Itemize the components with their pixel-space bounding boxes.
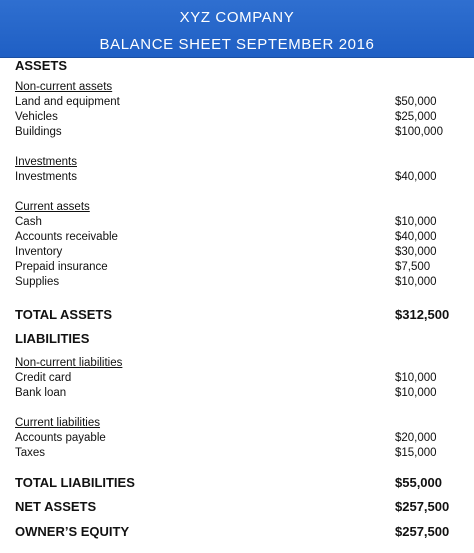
current-liabilities-heading: Current liabilities <box>15 417 101 429</box>
net-assets-label: NET ASSETS <box>15 499 97 514</box>
line-item-label: Prepaid insurance <box>15 261 108 273</box>
non-current-liabilities-heading: Non-current liabilities <box>15 357 123 369</box>
line-item-label: Cash <box>15 216 42 228</box>
line-item <box>15 96 460 112</box>
line-item-value: $10,000 <box>395 216 437 228</box>
total-assets-label: TOTAL ASSETS <box>15 307 113 322</box>
line-item-label: Vehicles <box>15 111 58 123</box>
line-item <box>15 246 460 262</box>
total-liabilities-value: $55,000 <box>395 475 442 490</box>
line-item-value: $25,000 <box>395 111 437 123</box>
line-item <box>15 126 460 142</box>
header-band <box>0 0 474 58</box>
investments-heading: Investments <box>15 156 77 168</box>
line-item-value: $50,000 <box>395 96 437 108</box>
line-item-value: $40,000 <box>395 231 437 243</box>
line-item-value: $20,000 <box>395 432 437 444</box>
sheet-title: BALANCE SHEET SEPTEMBER 2016 <box>99 36 375 53</box>
line-item <box>15 432 460 448</box>
line-item-value: $40,000 <box>395 171 437 183</box>
line-item-label: Buildings <box>15 126 62 138</box>
non-current-assets-heading: Non-current assets <box>15 81 113 93</box>
line-item <box>15 171 460 187</box>
line-item-label: Accounts payable <box>15 432 106 444</box>
total-assets-row <box>15 307 460 325</box>
line-item-label: Taxes <box>15 447 46 459</box>
line-item-label: Supplies <box>15 276 60 288</box>
line-item-label: Credit card <box>15 372 72 384</box>
line-item-value: $7,500 <box>395 261 431 273</box>
line-item <box>15 111 460 127</box>
line-item-label: Accounts receivable <box>15 231 118 243</box>
current-assets-heading: Current assets <box>15 201 90 213</box>
total-liabilities-row <box>15 475 460 493</box>
line-item-label: Inventory <box>15 246 63 258</box>
owners-equity-row <box>15 524 460 542</box>
line-item <box>15 387 460 403</box>
liabilities-heading: LIABILITIES <box>15 331 90 346</box>
line-item-value: $10,000 <box>395 372 437 384</box>
line-item-value: $100,000 <box>395 126 443 138</box>
net-assets-row <box>15 499 460 517</box>
owners-equity-label: OWNER’S EQUITY <box>15 524 130 539</box>
line-item-label: Land and equipment <box>15 96 120 108</box>
owners-equity-value: $257,500 <box>395 524 450 539</box>
total-assets-value: $312,500 <box>395 307 450 322</box>
net-assets-value: $257,500 <box>395 499 450 514</box>
company-name: XYZ COMPANY <box>179 9 295 26</box>
total-liabilities-label: TOTAL LIABILITIES <box>15 475 135 490</box>
line-item-value: $10,000 <box>395 387 437 399</box>
line-item-label: Bank loan <box>15 387 67 399</box>
line-item-value: $15,000 <box>395 447 437 459</box>
line-item-label: Investments <box>15 171 77 183</box>
line-item <box>15 372 460 388</box>
line-item-value: $30,000 <box>395 246 437 258</box>
line-item <box>15 276 460 292</box>
line-item <box>15 231 460 247</box>
line-item <box>15 447 460 463</box>
line-item-value: $10,000 <box>395 276 437 288</box>
line-item <box>15 216 460 232</box>
line-item <box>15 261 460 277</box>
assets-heading: ASSETS <box>15 58 68 73</box>
